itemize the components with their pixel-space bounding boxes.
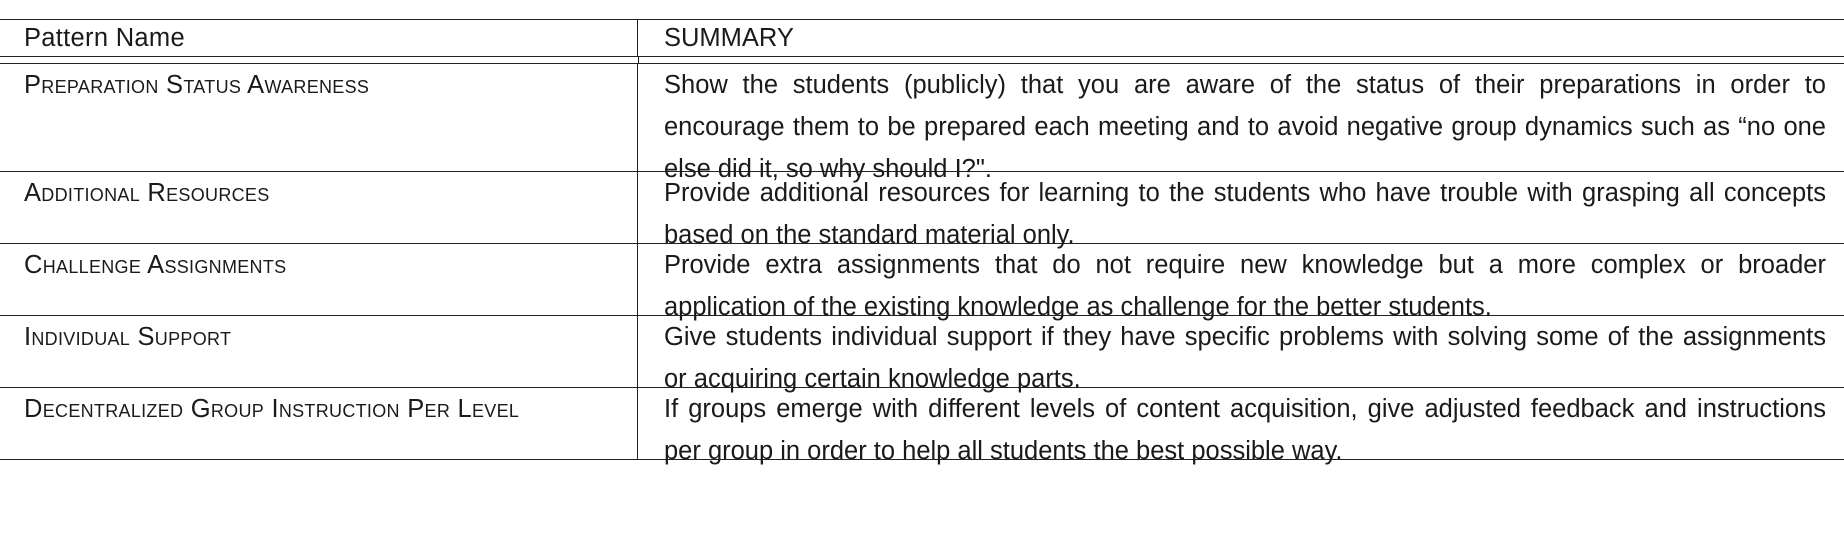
patterns-table: [0, 19, 1844, 465]
pattern-summary: Provide extra assignments that do not require new knowledge but a more complex or broader application of the existing knowledge as challenge for the better students.: [664, 251, 1826, 321]
pattern-name: Individual Support: [0, 316, 638, 387]
pattern-name: Additional Resources: [0, 172, 638, 243]
table-row: [0, 64, 1844, 183]
header-pattern-name: Pattern Name: [0, 20, 638, 56]
pattern-name: Preparation Status Awareness: [0, 64, 638, 171]
pattern-summary: Provide additional resources for learning to the students who have trouble with grasping all concepts based on the standard material only.: [664, 179, 1826, 249]
table-row: [0, 172, 1844, 249]
pattern-summary: If groups emerge with different levels of content acquisition, give adjusted feedback and instructions per group in order to help all students the best possible way.: [664, 395, 1826, 465]
table-header-row: [0, 20, 1844, 56]
pattern-name: Decentralized Group Instruction Per Level: [0, 388, 638, 459]
table-row: [0, 316, 1844, 393]
header-double-rule: [0, 56, 1844, 64]
pattern-summary: Give students individual support if they have specific problems with solving some of the assignments or acquiring certain knowledge parts.: [664, 323, 1826, 393]
pattern-summary: Show the students (publicly) that you are aware of the status of their preparations in order to encourage them to be prepared each meeting and to avoid negative group dynamics such as “no one else did it, so why should I?".: [664, 71, 1826, 183]
header-summary: SUMMARY: [664, 24, 794, 52]
pattern-name: Challenge Assignments: [0, 244, 638, 315]
table-row: [0, 244, 1844, 321]
table-row: [0, 388, 1844, 465]
